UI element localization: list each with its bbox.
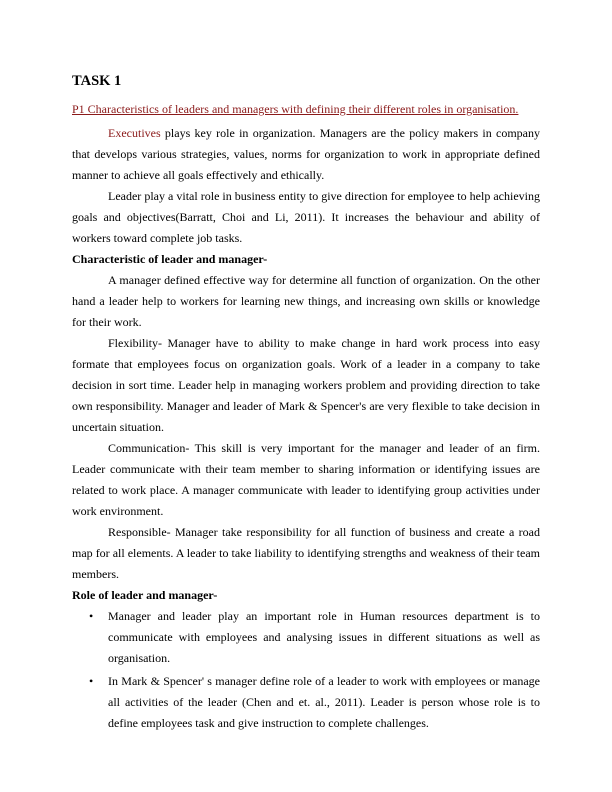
page-title: TASK 1 — [72, 73, 122, 89]
characteristics-paragraph: A manager defined effective way for determine all function of organization. On the other hand a leader help to workers for learning new things, and increasing own skills or knowledge for their work. — [72, 273, 540, 329]
responsible-paragraph: Responsible- Manager take responsibility for all function of business and create a road map for all elements. A leader to take liability to identifying strengths and weakness of their team members. — [72, 525, 540, 581]
characteristics-heading: Characteristic of leader and manager- — [72, 252, 268, 266]
section-subtitle: P1 Characteristics of leaders and managers with defining their different roles in organisation. — [72, 102, 519, 116]
bullet-icon: • — [89, 609, 94, 623]
list-item — [89, 671, 540, 734]
roles-list — [72, 606, 540, 734]
list-item — [89, 606, 540, 669]
page-content — [72, 64, 540, 736]
intro-paragraph-1-text: plays key role in organization. Managers are the policy makers in company that develops various strategies, values, norms for organization to work in appropriate defined manner to achieve all goals effectively and ethically. — [72, 126, 540, 182]
list-item-text: In Mark & Spencer' s manager define role of a leader to work with employees or manage all activities of the leader (Chen and et. al., 2011). Leader is person whose role is to define employees task and give instruction to complete challenges. — [108, 674, 540, 730]
communication-paragraph: Communication- This skill is very important for the manager and leader of an firm. Leader communicate with their team member to sharing information or identifying issues are related to work place. A manager communicate with leader to identifying group activities under work environment. — [72, 441, 540, 518]
intro-paragraph-1 — [72, 123, 540, 186]
bullet-icon: • — [89, 674, 94, 688]
intro-paragraph-2: Leader play a vital role in business entity to give direction for employee to help achieving goals and objectives(Barratt, Choi and Li, 2011). It increases the behaviour and ability of workers toward complete job tasks. — [72, 189, 540, 245]
intro-lead-word: Executives — [108, 126, 161, 140]
roles-heading: Role of leader and manager- — [72, 588, 218, 602]
list-item-text: Manager and leader play an important role in Human resources department is to communicate with employees and analysing issues in different situations as well as organisation. — [108, 609, 540, 665]
flexibility-paragraph: Flexibility- Manager have to ability to make change in hard work process into easy formate that employees focus on organization goals. Work of a leader in a company to take decision in sort time. Leader help in managing workers problem and providing direction to take own responsibility. Manager and leader of Mark & Spencer's are very flexible to take decision in uncertain situation. — [72, 336, 540, 434]
